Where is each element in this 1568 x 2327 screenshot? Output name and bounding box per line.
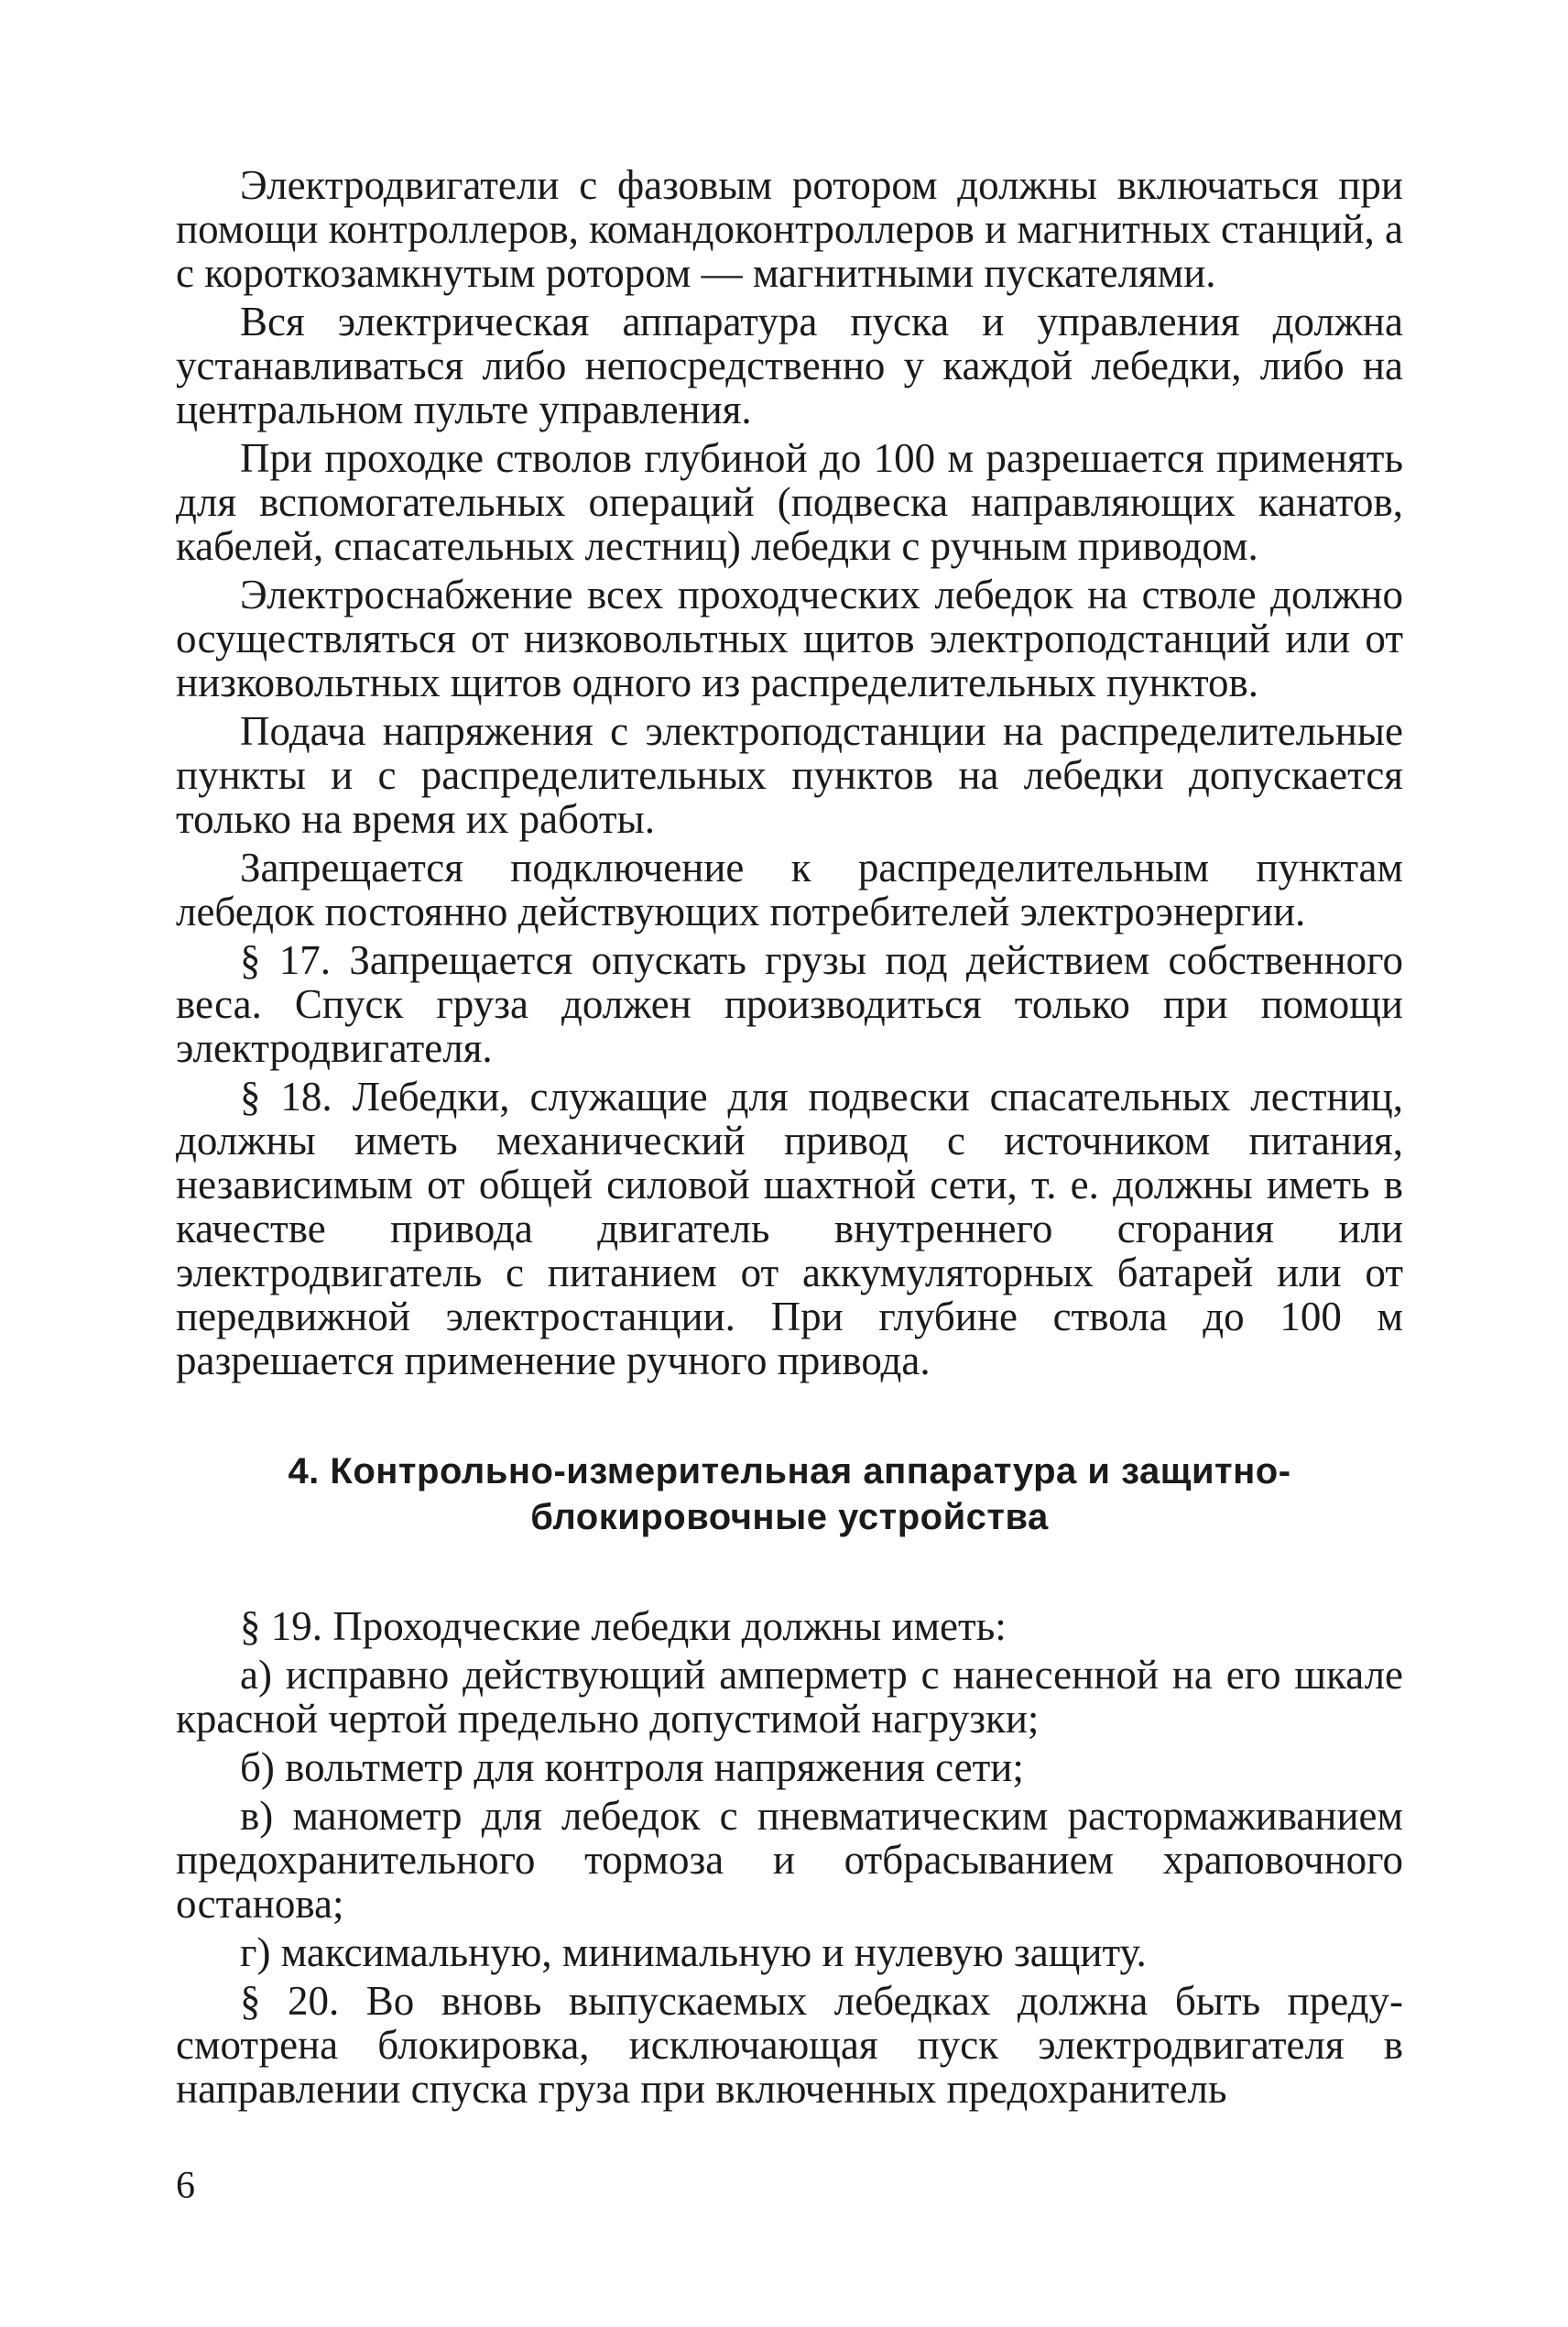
paragraph-section-17: § 17. Запрещается опускать грузы под действием собственного веса. Спуск груза должен производиться только при помощи электродвигателя.	[176, 937, 1403, 1071]
list-item-a: а) исправно действующий амперметр с нанесенной на его шкале красной чертой предельно допустимой нагрузки;	[176, 1652, 1403, 1742]
paragraph-manual-drive: При проходке стволов глубиной до 100 м разрешается применять для вспомогательных операций (подвеска направляющих канатов, кабелей, спасательных лестниц) лебедки с ручным приводом.	[176, 435, 1403, 569]
paragraph-section-19: § 19. Проходческие лебедки должны иметь:	[240, 1603, 1007, 1649]
list-item-v: в) манометр для лебедок с пневматическим растормаживанием предохранительного тормоза и отбрасыванием храповочного останова;	[176, 1793, 1403, 1927]
paragraph-section-20: § 20. Во вновь выпускаемых лебедках должна быть предусмотрена блокировка, исключающая пуск электродвигателя в направлении спуска груза при включенных предохранитель	[176, 1978, 1403, 2112]
section-heading	[176, 1448, 1403, 1540]
list-item-g: г) максимальную, минимальную и нулевую защиту.	[240, 1929, 1147, 1975]
page-number: 6	[176, 2165, 195, 2207]
paragraph-prohibition-consumers: Запрещается подключение к распределительным пунктам лебедок постоянно действующих потребителей электроэнергии.	[176, 845, 1403, 934]
top-text-block	[176, 163, 1403, 1382]
list-item-b: б) вольтметр для контроля напряжения сети;	[240, 1744, 1024, 1790]
section-heading-line-2: блокировочные устройства	[530, 1497, 1049, 1537]
paragraph-power-supply: Электроснабжение всех проходческих лебедок на стволе должно осуществляться от низковольтных щитов электроподстанций или от низковольтных щитов одного из распределительных пунктов.	[176, 572, 1403, 705]
bottom-text-block	[176, 1604, 1403, 2111]
paragraph-motors-control: Электродвигатели с фазовым ротором должны включаться при помощи контроллеров, командоконтроллеров и магнитных станций, а с короткозамкнутым ротором — магнитными пускателями.	[176, 162, 1403, 296]
paragraph-voltage-supply: Подача напряжения с электроподстанции на распределительные пункты и с распределительных пунктов на лебедки допускается только на время их работы.	[176, 708, 1403, 842]
page-content	[176, 163, 1403, 2115]
paragraph-section-18: § 18. Лебедки, служащие для подвески спасательных лестниц, должны иметь механический привод с источником питания, независимым от общей силовой шахтной сети, т. е. должны иметь в качестве привода двигатель внутреннего сгорания или электродвигатель с питанием от аккумуляторных батарей или от передвижной электростанции. При глубине ствола до 100 м разрешается применение ручного привода.	[176, 1074, 1403, 1383]
paragraph-control-equipment: Вся электрическая аппаратура пуска и управления должна устанавливаться либо непосредственно у каждой лебедки, либо на центральном пульте управления.	[176, 299, 1403, 432]
section-heading-line-1: 4. Контрольно-измерительная аппаратура и защитно-	[288, 1451, 1291, 1491]
